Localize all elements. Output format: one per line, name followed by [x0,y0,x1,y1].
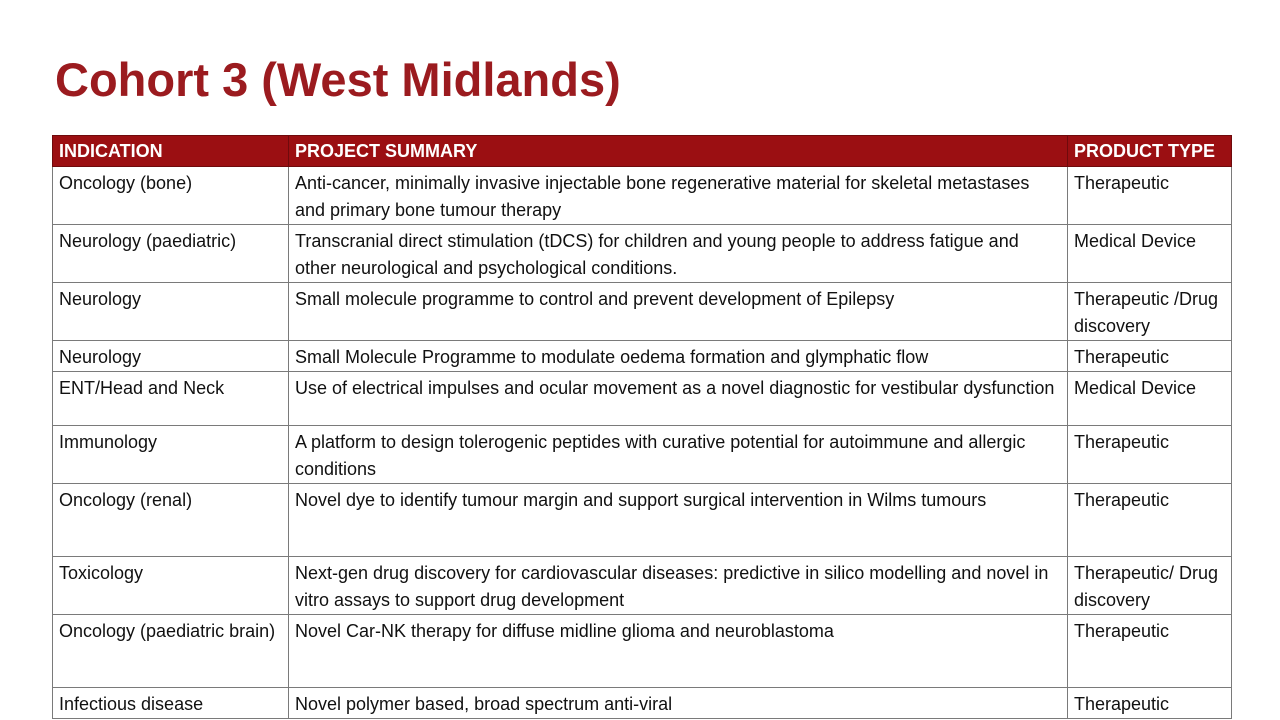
summary-cell: Transcranial direct stimulation (tDCS) for children and young people to address fatigue and other neurological and psychological conditions. [289,225,1068,283]
summary-cell: A platform to design tolerogenic peptides with curative potential for autoimmune and allergic conditions [289,426,1068,484]
indication-cell: Oncology (renal) [53,484,289,557]
projects-table [52,135,1232,719]
summary-cell: Next-gen drug discovery for cardiovascular diseases: predictive in silico modelling and novel in vitro assays to support drug development [289,557,1068,615]
product-type-cell: Therapeutic [1068,615,1232,688]
header-indication: INDICATION [53,136,289,167]
product-type-cell: Medical Device [1068,225,1232,283]
product-type-cell: Therapeutic [1068,484,1232,557]
table-row [53,167,1232,225]
indication-cell: Neurology [53,341,289,372]
indication-cell: Immunology [53,426,289,484]
indication-cell: Neurology (paediatric) [53,225,289,283]
product-type-cell: Medical Device [1068,372,1232,426]
product-type-cell: Therapeutic/ Drug discovery [1068,557,1232,615]
table-row [53,426,1232,484]
table-row [53,341,1232,372]
summary-cell: Novel polymer based, broad spectrum anti-viral [289,688,1068,719]
table-row [53,372,1232,426]
indication-cell: Toxicology [53,557,289,615]
indication-cell: Infectious disease [53,688,289,719]
table-row [53,557,1232,615]
indication-cell: Oncology (bone) [53,167,289,225]
slide-title: Cohort 3 (West Midlands) [55,53,621,106]
indication-cell: Oncology (paediatric brain) [53,615,289,688]
summary-cell: Small molecule programme to control and prevent development of Epilepsy [289,283,1068,341]
product-type-cell: Therapeutic [1068,688,1232,719]
indication-cell: Neurology [53,283,289,341]
table-row [53,283,1232,341]
table-header-row [53,136,1232,167]
header-product-type: PRODUCT TYPE [1068,136,1232,167]
summary-cell: Small Molecule Programme to modulate oedema formation and glymphatic flow [289,341,1068,372]
header-project-summary: PROJECT SUMMARY [289,136,1068,167]
table-row [53,688,1232,719]
product-type-cell: Therapeutic [1068,167,1232,225]
table-row [53,225,1232,283]
table-row [53,484,1232,557]
product-type-cell: Therapeutic [1068,341,1232,372]
product-type-cell: Therapeutic [1068,426,1232,484]
table-row [53,615,1232,688]
summary-cell: Novel dye to identify tumour margin and support surgical intervention in Wilms tumours [289,484,1068,557]
indication-cell: ENT/Head and Neck [53,372,289,426]
summary-cell: Anti-cancer, minimally invasive injectable bone regenerative material for skeletal metastases and primary bone tumour therapy [289,167,1068,225]
summary-cell: Use of electrical impulses and ocular movement as a novel diagnostic for vestibular dysfunction [289,372,1068,426]
product-type-cell: Therapeutic /Drug discovery [1068,283,1232,341]
summary-cell: Novel Car-NK therapy for diffuse midline glioma and neuroblastoma [289,615,1068,688]
